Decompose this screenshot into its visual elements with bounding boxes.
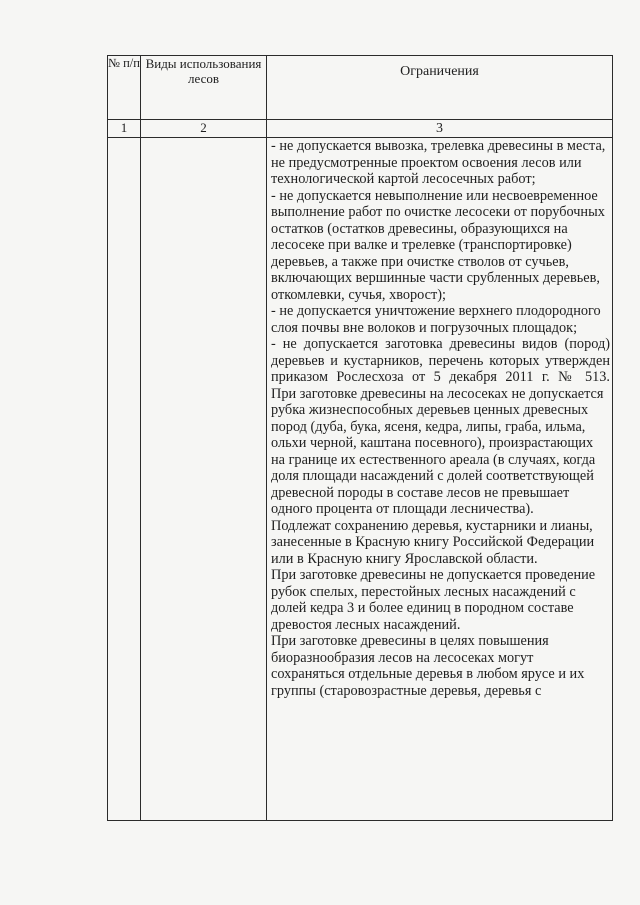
column-number-1: 1 <box>108 120 141 138</box>
column-number-2: 2 <box>141 120 267 138</box>
column-number-row <box>108 120 613 138</box>
table-row <box>108 138 613 821</box>
restriction-paragraph: - не допускается заготовка древесины видов (пород) деревьев и кустарников, перечень которых утвержден приказом Рослесхоза от 5 декабря 2011 г. № 513. <box>271 336 610 385</box>
column-number-3: 3 <box>267 120 613 138</box>
restriction-paragraph: - не допускается вывозка, трелевка древесины в места, не предусмотренные проектом освоения лесов или технологической картой лесосечных работ; <box>271 138 606 187</box>
restriction-paragraph: При заготовке древесины не допускается проведение рубок спелых, перестойных лесных насаждений с долей кедра 3 и более единиц в породном составе древостоя лесных насаждений. <box>271 567 596 633</box>
cell-number <box>108 138 141 821</box>
restriction-paragraph: При заготовке древесины на лесосеках не допускается рубка жизнеспособных деревьев ценных древесных пород (дуба, бука, ясеня, кедра, липы, граба, ильма, ольхи черной, каштана посевного), произрастающих на границе их естественного ареала (в случаях, когда доля площади насаждений с долей соответствующей древесной породы в составе лесов не превышает одного процента от площади лесничества). <box>271 385 604 517</box>
header-restrictions: Ограничения <box>267 56 613 120</box>
restriction-paragraph: При заготовке древесины в целях повышения биоразнообразия лесов на лесосеках могут сохраняться отдельные деревья в любом ярусе и их группы (старовозрастные деревья, деревья с <box>271 633 585 699</box>
restrictions-text <box>267 138 612 699</box>
table-header-row <box>108 56 613 120</box>
restrictions-table <box>107 55 613 821</box>
restriction-paragraph: Подлежат сохранению деревья, кустарники и лианы, занесенные в Красную книгу Российской Федерации или в Красную книгу Ярославской области. <box>271 517 595 567</box>
restriction-paragraph: - не допускается уничтожение верхнего плодородного слоя почвы вне волоков и погрузочных площадок; <box>271 303 601 336</box>
header-usage-types: Виды использования лесов <box>141 56 267 120</box>
restriction-paragraph: - не допускается невыполнение или несвоевременное выполнение работ по очистке лесосеки от порубочных остатков (остатков древесины, образующихся на лесосеке при валке и трелевке (транспортировке) деревьев, а также при очистке стволов от сучьев, включающих вершинные части срубленных деревьев, откомлевки, сучья, хворост); <box>271 187 605 303</box>
cell-restrictions <box>267 138 613 821</box>
cell-usage-type <box>141 138 267 821</box>
header-number: № п/п <box>108 56 141 120</box>
